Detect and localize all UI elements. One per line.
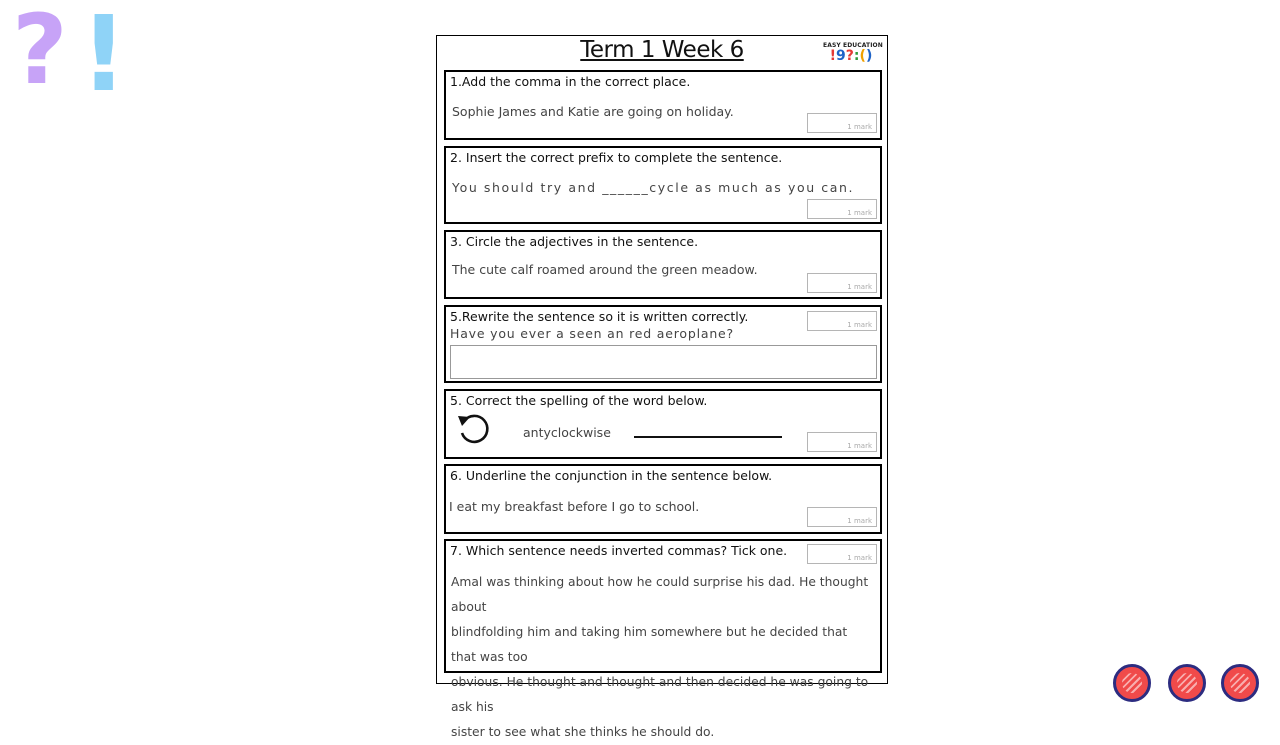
red-scribble-ball-3[interactable] <box>1221 664 1259 702</box>
answer-line[interactable] <box>634 436 782 438</box>
question-1-title: 1.Add the comma in the correct place. <box>450 74 691 89</box>
logo-text: EASY EDUCATION <box>823 42 883 49</box>
question-2-title: 2. Insert the correct prefix to complete the sentence. <box>450 150 783 165</box>
worksheet <box>436 35 888 739</box>
question-7-paragraph <box>451 570 870 745</box>
question-7-title: 7. Which sentence needs inverted commas? Tick one. <box>450 543 788 558</box>
exclamation-mark-decoration: ! <box>80 0 128 115</box>
question-2-sentence: You should try and ______cycle as much as you can. <box>452 180 855 195</box>
question-1-sentence: Sophie James and Katie are going on holiday. <box>452 104 734 119</box>
question-4-rewrite <box>444 305 882 383</box>
red-scribble-ball-1[interactable] <box>1113 664 1151 702</box>
paragraph-line[interactable]: Amal was thinking about how he could surprise his dad. He thought about <box>451 575 869 614</box>
rewrite-answer-box[interactable] <box>450 345 877 379</box>
red-scribble-ball-2[interactable] <box>1168 664 1206 702</box>
question-2 <box>444 146 882 224</box>
question-6 <box>444 464 882 534</box>
question-4-sentence: Have you ever a seen an red aeroplane? <box>450 326 734 341</box>
paragraph-line[interactable]: sister to see what she thinks he should do. <box>451 725 715 739</box>
anticlockwise-arrow-icon <box>456 411 492 447</box>
question-5-title: 5. Correct the spelling of the word below. <box>450 393 708 408</box>
question-mark-decoration: ? <box>12 0 68 106</box>
question-4-title: 5.Rewrite the sentence so it is written correctly. <box>450 309 749 324</box>
mark-box-4[interactable]: 1 mark <box>807 311 877 331</box>
mark-box-5[interactable]: 1 mark <box>807 432 877 452</box>
paragraph-line[interactable]: obvious. He thought and thought and then decided he was going to ask his <box>451 675 869 714</box>
easy-education-logo <box>823 42 883 64</box>
question-1 <box>444 70 882 140</box>
question-6-sentence: I eat my breakfast before I go to school. <box>449 499 700 514</box>
mark-box-1[interactable]: 1 mark <box>807 113 877 133</box>
mark-box-2[interactable]: 1 mark <box>807 199 877 219</box>
question-3 <box>444 230 882 299</box>
question-6-title: 6. Underline the conjunction in the sentence below. <box>450 468 773 483</box>
question-5-spelling <box>444 389 882 459</box>
logo-symbols: !9?:() <box>829 48 873 64</box>
question-7 <box>444 539 882 739</box>
mark-box-3[interactable]: 1 mark <box>807 273 877 293</box>
mark-box-7[interactable]: 1 mark <box>807 544 877 564</box>
misspelled-word: antyclockwise <box>523 425 611 440</box>
paragraph-line[interactable]: blindfolding him and taking him somewhere but he decided that that was too <box>451 625 848 664</box>
question-3-sentence: The cute calf roamed around the green meadow. <box>452 262 758 277</box>
mark-box-6[interactable]: 1 mark <box>807 507 877 527</box>
question-3-title: 3. Circle the adjectives in the sentence. <box>450 234 699 249</box>
worksheet-title: Term 1 Week 6 <box>580 37 744 63</box>
